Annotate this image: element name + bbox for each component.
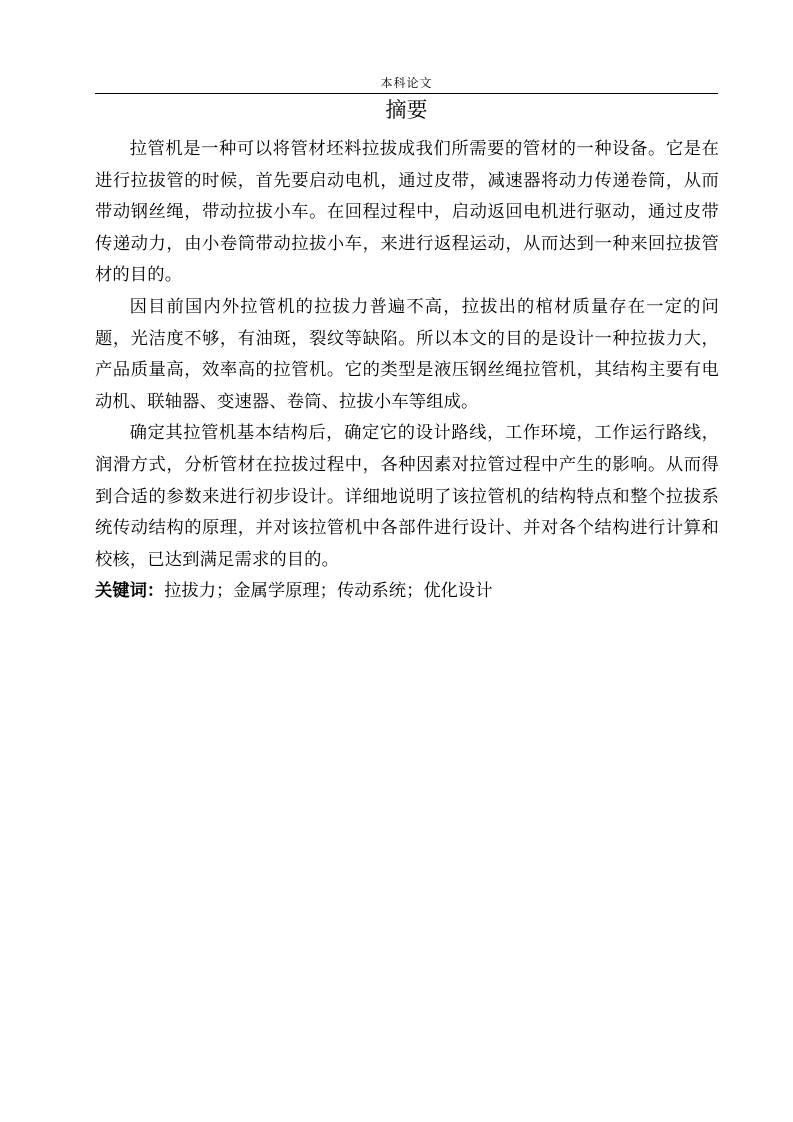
running-header: 本科论文: [380, 76, 433, 90]
abstract-body: [95, 134, 719, 608]
abstract-title: 摘要: [385, 98, 428, 122]
keywords-line: [95, 576, 719, 608]
abstract-paragraph-2: 因目前国内外拉管机的拉拔力普遍不高，拉拔出的棺材质量存在一定的问题，光洁度不够，有油斑，裂纹等缺陷。所以本文的目的是设计一种拉拔力大，产品质量高，效率高的拉管机。它的类型是液压钢丝绳拉管机，其结构主要有电动机、联轴器、变速器、卷筒、拉拔小车等组成。: [95, 296, 719, 412]
abstract-paragraph-1: 拉管机是一种可以将管材坯料拉拔成我们所需要的管材的一种设备。它是在进行拉拔管的时候，首先要启动电机，通过皮带，减速器将动力传递卷筒，从而带动钢丝绳，带动拉拔小车。在回程过程中，启动返回电机进行驱动，通过皮带传递动力，由小卷筒带动拉拔小车，来进行返程运动，从而达到一种来回拉拔管材的目的。: [95, 139, 719, 286]
keywords-label: 关键词：: [95, 581, 165, 602]
keywords-text: 拉拔力；金属学原理；传动系统；优化设计: [164, 581, 493, 602]
header-divider: [95, 93, 718, 94]
abstract-paragraph-3: 确定其拉管机基本结构后，确定它的设计路线，工作环境，工作运行路线，润滑方式，分析管材在拉拔过程中，各种因素对拉管过程中产生的影响。从而得到合适的参数来进行初步设计。详细地说明了该拉管机的结构特点和整个拉拔系统传动结构的原理，并对该拉管机中各部件进行设计、并对各个结构进行计算和校核，已达到满足需求的目的。: [95, 423, 719, 570]
